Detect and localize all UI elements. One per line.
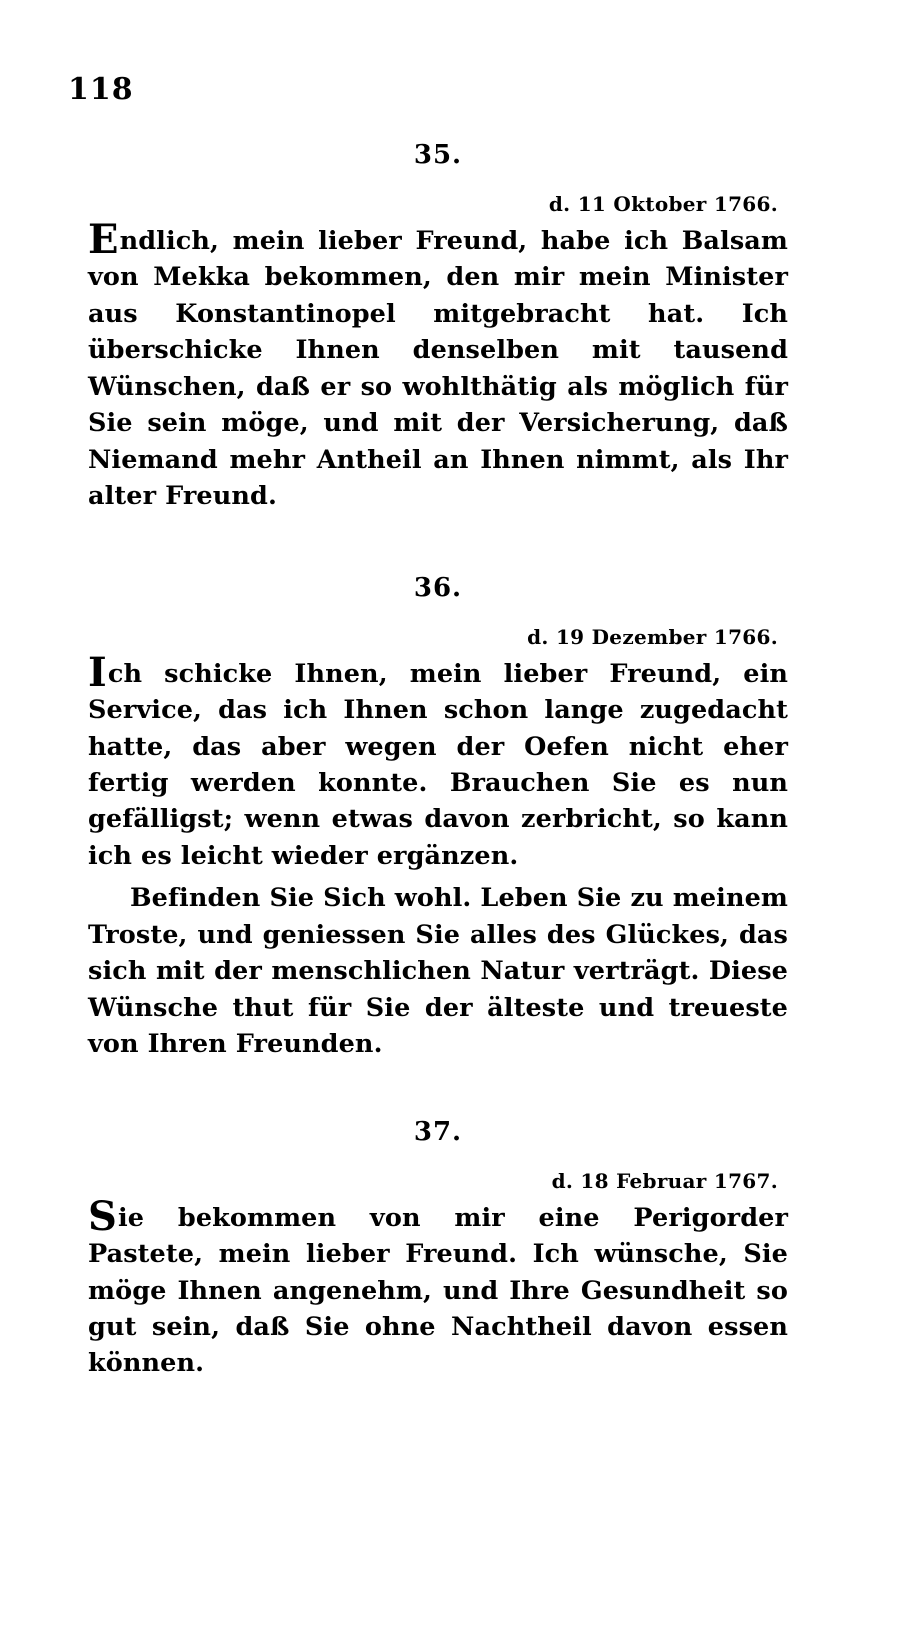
drop-cap: S <box>88 1192 117 1240</box>
section-paragraph-36-2: Befinden Sie Sich wohl. Leben Sie zu meinem Troste, und geniessen Sie alles des Glückes, das sich mit der menschlichen Natur verträgt. Diese Wünsche thut für Sie der älteste und treueste von Ihren Freunden. <box>88 883 788 1060</box>
letter-section-36 <box>88 573 788 1063</box>
letter-section-37 <box>88 1117 788 1382</box>
section-date-36: d. 19 Dezember 1766. <box>527 624 778 649</box>
page-content <box>88 140 788 1382</box>
section-number-35: 35. <box>413 140 463 170</box>
section-number-36: 36. <box>413 572 463 603</box>
section-date-37: d. 18 Februar 1767. <box>551 1168 778 1193</box>
letter-section-35 <box>88 140 788 515</box>
page-number: 118 <box>68 72 134 107</box>
section-number-37: 37. <box>413 1116 463 1147</box>
section-date-35: d. 11 Oktober 1766. <box>548 192 778 216</box>
section-paragraph-37-1: Sie bekommen von mir eine Perigorder Pastete, mein lieber Freund. Ich wünsche, Sie möge Ihnen angenehm, und Ihre Gesundheit so gut sein, daß Sie ohne Nachtheil davon essen können. <box>88 1192 788 1379</box>
section-paragraph-35-1: Endlich, mein lieber Freund, habe ich Balsam von Mekka bekommen, den mir mein Minister aus Konstantinopel mitgebracht hat. Ich überschicke Ihnen denselben mit tausend Wünschen, daß er so wohlthätig als möglich für Sie sein möge, und mit der Versicherung, daß Niemand mehr Antheil an Ihnen nimmt, als Ihr alter Freund. <box>88 216 788 512</box>
drop-cap: I <box>88 648 107 696</box>
section-paragraph-36-1: Ich schicke Ihnen, mein lieber Freund, ein Service, das ich Ihnen schon lange zugedacht hatte, das aber wegen der Oefen nicht eher fertig werden konnte. Brauchen Sie es nun gefälligst; wenn etwas davon zerbricht, so kann ich es leicht wieder ergänzen. <box>88 648 788 871</box>
drop-cap: E <box>88 216 119 263</box>
